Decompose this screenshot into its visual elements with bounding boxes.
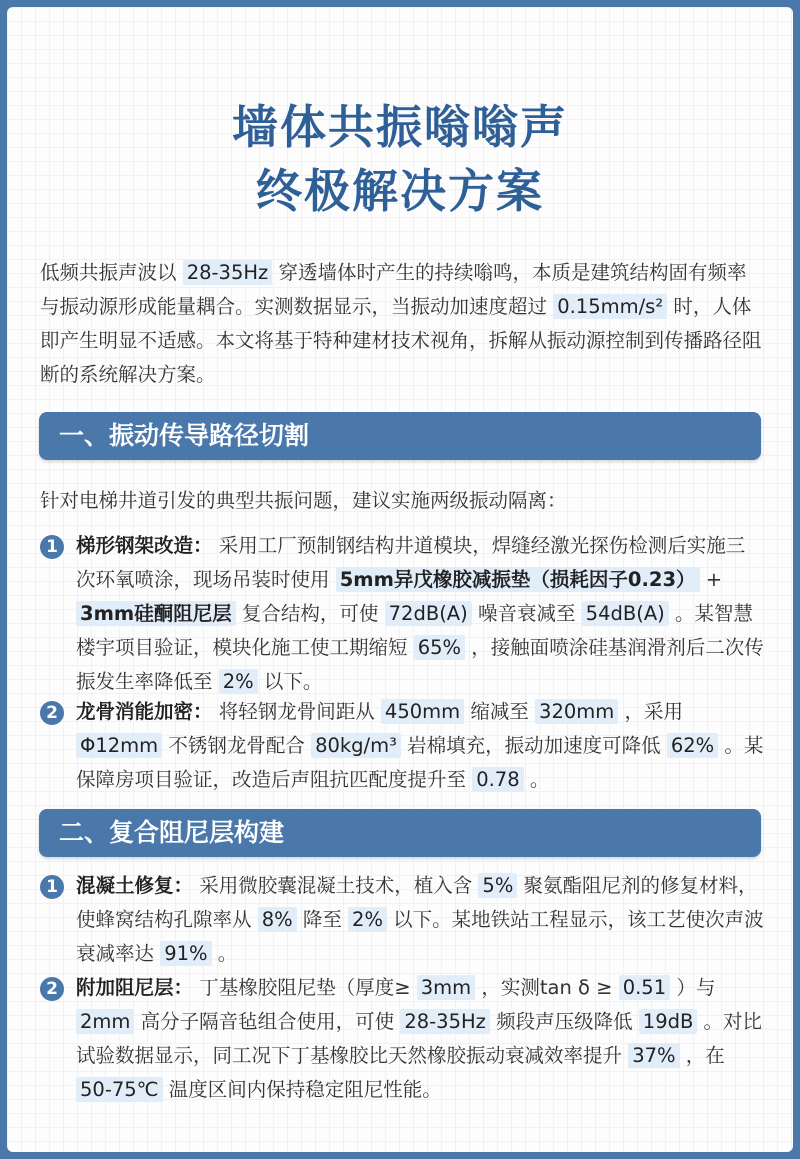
text-run: 将轻钢龙骨间距从 (212, 700, 381, 723)
number-badge: 2 (40, 977, 64, 1001)
highlighted-value: 72dB(A) (385, 601, 472, 626)
text-run: 聚氨酯阻尼剂的修复材料，使蜂窝结构孔隙率从 (76, 874, 758, 931)
section-heading-2: 二、复合阻尼层构建 (39, 809, 761, 857)
text-run: 频段声压级降低 (489, 1010, 639, 1033)
highlighted-value: 0.51 (619, 975, 670, 1000)
text-run: ，采用 (618, 700, 683, 723)
text-run: ）与 (670, 976, 716, 999)
highlighted-value: 28-35Hz (400, 1009, 490, 1034)
text-run: 复合结构，可使 (235, 602, 385, 625)
text-run: 采用微胶囊混凝土技术，植入含 (193, 874, 479, 897)
title-line-1: 墙体共振嗡嗡声 (232, 100, 568, 154)
number-badge: 1 (40, 535, 64, 559)
intro-paragraph (40, 256, 762, 392)
highlighted-value: 2% (219, 669, 258, 694)
highlighted-value: 50-75℃ (76, 1077, 163, 1102)
highlighted-value: 3mm (417, 975, 475, 1000)
item-label: 附加阻尼层： (76, 976, 194, 999)
highlighted-value: 19dB (639, 1009, 698, 1034)
text-run: 。 (523, 768, 550, 791)
page-title (7, 95, 793, 223)
text-run: 。对比试验数据显示，同工况下丁基橡胶比天然橡胶振动衰减效率提升 (76, 1010, 763, 1067)
highlighted-value: 8% (258, 907, 297, 932)
text-run: 以下。某地铁站工程显示，该工艺使次声波衰减率达 (76, 908, 764, 965)
highlighted-value: 0.15mm/s² (553, 294, 667, 319)
highlighted-value: 3mm硅酮阻尼层 (76, 601, 236, 626)
highlighted-value: 62% (667, 733, 718, 758)
text-run: 穿透墙体时产生的持续嗡鸣，本质是建筑结构固有频率与振动源形成能量耦合。实测数据显示，当振动加速度超过 (40, 261, 747, 318)
text-run: 丁基橡胶阻尼垫（厚度≥ (193, 976, 417, 999)
number-badge: 2 (40, 701, 64, 725)
list-item (40, 971, 764, 1107)
text-run: 高分子隔音毡组合使用，可使 (134, 1010, 401, 1033)
text-run: 岩棉填充，振动加速度可降低 (400, 734, 667, 757)
item-text (76, 975, 762, 1102)
article-page (7, 7, 793, 1152)
highlighted-value: 5mm异戊橡胶减振垫（损耗因子0.23） (336, 567, 700, 592)
highlighted-value: 5% (478, 873, 517, 898)
highlighted-value: 80kg/m³ (311, 733, 401, 758)
highlighted-value: 0.78 (472, 767, 523, 792)
text-run: 。 (211, 942, 238, 965)
text-run: 降至 (296, 908, 349, 931)
section-heading-1: 一、振动传导路径切割 (39, 412, 761, 460)
item-label: 梯形钢架改造： (76, 534, 213, 557)
text-run: 时，人体即产生明显不适感。本文将基于特种建材技术视角，拆解从振动源控制到传播路径阻断的系统解决方案。 (40, 295, 762, 386)
highlighted-value: 28-35Hz (183, 260, 273, 285)
highlighted-value: 37% (628, 1043, 679, 1068)
highlighted-value: 2mm (76, 1009, 134, 1034)
text-run: 不锈钢龙骨配合 (162, 734, 312, 757)
item-label: 龙骨消能加密： (76, 700, 213, 723)
list-item (40, 695, 764, 797)
number-badge: 1 (40, 875, 64, 899)
section-1-lead: 针对电梯井道引发的典型共振问题，建议实施两级振动隔离： (40, 489, 567, 512)
item-label: 混凝土修复： (76, 874, 194, 897)
text-run: + (699, 568, 723, 591)
text-run: ，实测tan δ ≥ (475, 976, 619, 999)
text-run: 以下。 (257, 670, 323, 693)
highlighted-value: 2% (348, 907, 387, 932)
text-run: 。某智慧楼宇项目验证，模块化施工使工期缩短 (76, 602, 753, 659)
item-text (76, 873, 764, 966)
text-run: 噪音衰减至 (471, 602, 582, 625)
highlighted-value: 65% (414, 635, 465, 660)
list-item (40, 529, 764, 699)
item-text (76, 699, 763, 792)
text-run: 采用工厂预制钢结构井道模块，焊缝经激光探伤检测后实施三次环氧喷涂，现场吊装时使用 (76, 534, 746, 591)
highlighted-value: 54dB(A) (582, 601, 669, 626)
highlighted-value: 320mm (535, 699, 618, 724)
text-run: 缩减至 (464, 700, 536, 723)
text-run: ，接触面喷涂硅基润滑剂后二次传振发生率降低至 (76, 636, 764, 693)
highlighted-value: 91% (160, 941, 211, 966)
text-run: 低频共振声波以 (40, 261, 183, 284)
text-run: 。某保障房项目验证，改造后声阻抗匹配度提升至 (76, 734, 764, 791)
title-line-2: 终极解决方案 (256, 164, 544, 218)
text-run: 温度区间内保持稳定阻尼性能。 (162, 1078, 442, 1101)
text-run: ，在 (679, 1044, 725, 1067)
highlighted-value: Φ12mm (76, 733, 162, 758)
highlighted-value: 450mm (381, 699, 464, 724)
item-text (76, 534, 764, 694)
list-item (40, 869, 764, 971)
